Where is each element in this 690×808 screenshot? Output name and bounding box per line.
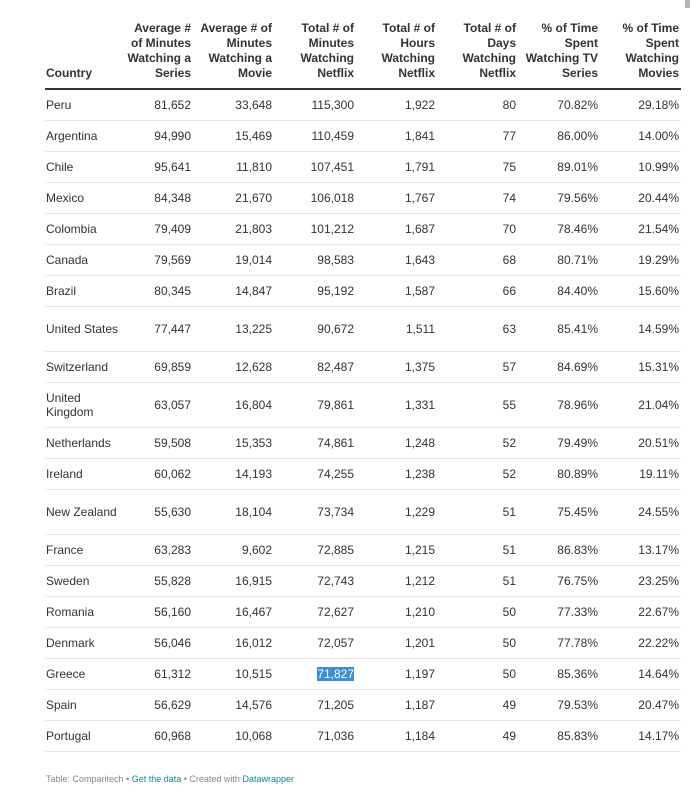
footer-separator: • bbox=[123, 774, 132, 784]
table-row bbox=[45, 534, 681, 565]
column-header: % of Time Spent Watching Movies bbox=[600, 0, 681, 89]
country-cell: Switzerland bbox=[45, 351, 125, 382]
value-cell: 69,859 bbox=[125, 351, 193, 382]
value-cell: 76.75% bbox=[518, 565, 600, 596]
value-cell: 51 bbox=[437, 565, 518, 596]
value-cell: 74,861 bbox=[274, 427, 356, 458]
value-cell: 72,885 bbox=[274, 534, 356, 565]
value-cell: 1,587 bbox=[356, 275, 437, 306]
value-cell: 52 bbox=[437, 458, 518, 489]
value-cell: 1,184 bbox=[356, 720, 437, 751]
value-cell: 56,046 bbox=[125, 627, 193, 658]
value-cell: 84.69% bbox=[518, 351, 600, 382]
scrollbar-thumb[interactable] bbox=[685, 0, 690, 8]
value-cell: 21.04% bbox=[600, 382, 681, 427]
value-cell: 15.60% bbox=[600, 275, 681, 306]
country-cell: France bbox=[45, 534, 125, 565]
value-cell: 78.46% bbox=[518, 213, 600, 244]
table-row bbox=[45, 275, 681, 306]
value-cell: 18,104 bbox=[193, 489, 274, 534]
value-cell: 10,068 bbox=[193, 720, 274, 751]
value-cell: 1,841 bbox=[356, 120, 437, 151]
value-cell: 73,734 bbox=[274, 489, 356, 534]
table-row bbox=[45, 658, 681, 689]
value-cell: 79,861 bbox=[274, 382, 356, 427]
value-cell: 13.17% bbox=[600, 534, 681, 565]
value-cell: 15,469 bbox=[193, 120, 274, 151]
value-cell: 21.54% bbox=[600, 213, 681, 244]
value-cell: 101,212 bbox=[274, 213, 356, 244]
value-cell: 80.89% bbox=[518, 458, 600, 489]
country-cell: Argentina bbox=[45, 120, 125, 151]
value-cell: 20.47% bbox=[600, 689, 681, 720]
value-cell: 68 bbox=[437, 244, 518, 275]
value-cell: 95,192 bbox=[274, 275, 356, 306]
get-the-data-link[interactable]: Get the data bbox=[131, 774, 182, 784]
value-cell: 77,447 bbox=[125, 306, 193, 351]
value-cell: 22.67% bbox=[600, 596, 681, 627]
table-row bbox=[45, 720, 681, 751]
column-header: Total # of Hours Watching Netflix bbox=[356, 0, 437, 89]
country-cell: Portugal bbox=[45, 720, 125, 751]
country-cell: New Zealand bbox=[45, 489, 125, 534]
value-cell: 82,487 bbox=[274, 351, 356, 382]
value-cell: 1,511 bbox=[356, 306, 437, 351]
value-cell: 1,791 bbox=[356, 151, 437, 182]
value-cell: 71,036 bbox=[274, 720, 356, 751]
value-cell: 79.56% bbox=[518, 182, 600, 213]
table-row bbox=[45, 120, 681, 151]
value-cell: 94,990 bbox=[125, 120, 193, 151]
country-cell: United Kingdom bbox=[45, 382, 125, 427]
value-cell: 23.25% bbox=[600, 565, 681, 596]
country-cell: Colombia bbox=[45, 213, 125, 244]
value-cell: 60,062 bbox=[125, 458, 193, 489]
value-cell: 75.45% bbox=[518, 489, 600, 534]
value-cell: 14,847 bbox=[193, 275, 274, 306]
value-cell: 19,014 bbox=[193, 244, 274, 275]
table-row bbox=[45, 627, 681, 658]
value-cell: 1,187 bbox=[356, 689, 437, 720]
table-row bbox=[45, 151, 681, 182]
value-cell: 14.17% bbox=[600, 720, 681, 751]
value-cell: 19.29% bbox=[600, 244, 681, 275]
value-cell: 85.41% bbox=[518, 306, 600, 351]
value-cell: 16,804 bbox=[193, 382, 274, 427]
column-header: Average # of Minutes Watching a Series bbox=[125, 0, 193, 89]
value-cell: 56,160 bbox=[125, 596, 193, 627]
table-row bbox=[45, 382, 681, 427]
value-cell: 21,803 bbox=[193, 213, 274, 244]
value-cell: 79,409 bbox=[125, 213, 193, 244]
value-cell: 14,193 bbox=[193, 458, 274, 489]
table-header-row bbox=[45, 0, 681, 89]
value-cell: 66 bbox=[437, 275, 518, 306]
value-cell: 77.78% bbox=[518, 627, 600, 658]
value-cell: 10,515 bbox=[193, 658, 274, 689]
value-cell: 1,229 bbox=[356, 489, 437, 534]
table-body bbox=[45, 89, 681, 751]
value-cell: 16,467 bbox=[193, 596, 274, 627]
value-cell: 11,810 bbox=[193, 151, 274, 182]
country-cell: Greece bbox=[45, 658, 125, 689]
value-cell: 50 bbox=[437, 596, 518, 627]
value-cell: 72,627 bbox=[274, 596, 356, 627]
value-cell: 115,300 bbox=[274, 89, 356, 120]
country-cell: Spain bbox=[45, 689, 125, 720]
value-cell: 56,629 bbox=[125, 689, 193, 720]
value-cell: 79.49% bbox=[518, 427, 600, 458]
value-cell: 20.44% bbox=[600, 182, 681, 213]
value-cell: 1,197 bbox=[356, 658, 437, 689]
value-cell: 70.82% bbox=[518, 89, 600, 120]
column-header: Total # of Minutes Watching Netflix bbox=[274, 0, 356, 89]
column-header: % of Time Spent Watching TV Series bbox=[518, 0, 600, 89]
value-cell: 80,345 bbox=[125, 275, 193, 306]
value-cell: 1,238 bbox=[356, 458, 437, 489]
footer-created-with: Created with bbox=[189, 774, 243, 784]
value-cell: 79.53% bbox=[518, 689, 600, 720]
value-cell: 15.31% bbox=[600, 351, 681, 382]
value-cell: 72,057 bbox=[274, 627, 356, 658]
datawrapper-link[interactable]: Datawrapper bbox=[242, 774, 294, 784]
value-cell: 14.59% bbox=[600, 306, 681, 351]
value-cell: 86.83% bbox=[518, 534, 600, 565]
value-cell: 21,670 bbox=[193, 182, 274, 213]
value-cell: 77.33% bbox=[518, 596, 600, 627]
table-row bbox=[45, 351, 681, 382]
table-row bbox=[45, 89, 681, 120]
table-row bbox=[45, 182, 681, 213]
country-cell: Chile bbox=[45, 151, 125, 182]
column-header: Average # of Minutes Watching a Movie bbox=[193, 0, 274, 89]
value-cell: 63 bbox=[437, 306, 518, 351]
value-cell: 84,348 bbox=[125, 182, 193, 213]
country-cell: Sweden bbox=[45, 565, 125, 596]
value-cell: 80 bbox=[437, 89, 518, 120]
country-cell: Ireland bbox=[45, 458, 125, 489]
value-cell: 9,602 bbox=[193, 534, 274, 565]
value-cell: 75 bbox=[437, 151, 518, 182]
value-cell: 60,968 bbox=[125, 720, 193, 751]
country-cell: Denmark bbox=[45, 627, 125, 658]
value-cell: 14,576 bbox=[193, 689, 274, 720]
value-cell: 74 bbox=[437, 182, 518, 213]
value-cell: 71,205 bbox=[274, 689, 356, 720]
value-cell: 51 bbox=[437, 489, 518, 534]
column-header-country: Country bbox=[45, 0, 125, 89]
value-cell: 107,451 bbox=[274, 151, 356, 182]
value-cell: 14.64% bbox=[600, 658, 681, 689]
table-row bbox=[45, 596, 681, 627]
value-cell: 10.99% bbox=[600, 151, 681, 182]
table-row bbox=[45, 565, 681, 596]
value-cell: 16,915 bbox=[193, 565, 274, 596]
value-cell: 80.71% bbox=[518, 244, 600, 275]
value-cell: 12,628 bbox=[193, 351, 274, 382]
value-cell: 79,569 bbox=[125, 244, 193, 275]
country-cell: United States bbox=[45, 306, 125, 351]
value-cell: 81,652 bbox=[125, 89, 193, 120]
value-cell: 1,212 bbox=[356, 565, 437, 596]
value-cell: 1,922 bbox=[356, 89, 437, 120]
netflix-watching-table bbox=[45, 0, 681, 752]
footer-separator: • bbox=[181, 774, 190, 784]
value-cell: 50 bbox=[437, 658, 518, 689]
value-cell: 55,630 bbox=[125, 489, 193, 534]
country-cell: Mexico bbox=[45, 182, 125, 213]
value-cell: 63,057 bbox=[125, 382, 193, 427]
value-cell: 85.83% bbox=[518, 720, 600, 751]
footer-source: Table: Comparitech bbox=[46, 774, 124, 784]
value-cell: 63,283 bbox=[125, 534, 193, 565]
value-cell bbox=[274, 658, 356, 689]
value-cell: 24.55% bbox=[600, 489, 681, 534]
country-cell: Peru bbox=[45, 89, 125, 120]
column-header: Total # of Days Watching Netflix bbox=[437, 0, 518, 89]
value-cell: 106,018 bbox=[274, 182, 356, 213]
value-cell: 55 bbox=[437, 382, 518, 427]
table-row bbox=[45, 458, 681, 489]
value-cell: 85.36% bbox=[518, 658, 600, 689]
value-cell: 1,331 bbox=[356, 382, 437, 427]
value-cell: 61,312 bbox=[125, 658, 193, 689]
table-row bbox=[45, 213, 681, 244]
table-row bbox=[45, 244, 681, 275]
value-cell: 57 bbox=[437, 351, 518, 382]
table-row bbox=[45, 689, 681, 720]
country-cell: Brazil bbox=[45, 275, 125, 306]
value-cell: 1,201 bbox=[356, 627, 437, 658]
value-cell: 78.96% bbox=[518, 382, 600, 427]
table-row bbox=[45, 306, 681, 351]
value-cell: 59,508 bbox=[125, 427, 193, 458]
value-cell: 51 bbox=[437, 534, 518, 565]
value-cell: 15,353 bbox=[193, 427, 274, 458]
value-cell: 84.40% bbox=[518, 275, 600, 306]
table-row bbox=[45, 489, 681, 534]
highlighted-value: 71,827 bbox=[317, 666, 354, 681]
value-cell: 29.18% bbox=[600, 89, 681, 120]
value-cell: 74,255 bbox=[274, 458, 356, 489]
value-cell: 13,225 bbox=[193, 306, 274, 351]
value-cell: 33,648 bbox=[193, 89, 274, 120]
value-cell: 16,012 bbox=[193, 627, 274, 658]
value-cell: 72,743 bbox=[274, 565, 356, 596]
value-cell: 98,583 bbox=[274, 244, 356, 275]
country-cell: Romania bbox=[45, 596, 125, 627]
value-cell: 14.00% bbox=[600, 120, 681, 151]
value-cell: 1,210 bbox=[356, 596, 437, 627]
value-cell: 89.01% bbox=[518, 151, 600, 182]
table-footer bbox=[46, 774, 294, 784]
value-cell: 49 bbox=[437, 689, 518, 720]
value-cell: 19.11% bbox=[600, 458, 681, 489]
value-cell: 90,672 bbox=[274, 306, 356, 351]
value-cell: 1,215 bbox=[356, 534, 437, 565]
value-cell: 110,459 bbox=[274, 120, 356, 151]
value-cell: 77 bbox=[437, 120, 518, 151]
value-cell: 50 bbox=[437, 627, 518, 658]
value-cell: 1,248 bbox=[356, 427, 437, 458]
value-cell: 95,641 bbox=[125, 151, 193, 182]
value-cell: 1,767 bbox=[356, 182, 437, 213]
country-cell: Netherlands bbox=[45, 427, 125, 458]
value-cell: 1,643 bbox=[356, 244, 437, 275]
value-cell: 1,687 bbox=[356, 213, 437, 244]
value-cell: 20.51% bbox=[600, 427, 681, 458]
table-row bbox=[45, 427, 681, 458]
value-cell: 52 bbox=[437, 427, 518, 458]
country-cell: Canada bbox=[45, 244, 125, 275]
value-cell: 86.00% bbox=[518, 120, 600, 151]
data-table-container bbox=[45, 0, 681, 752]
value-cell: 55,828 bbox=[125, 565, 193, 596]
value-cell: 49 bbox=[437, 720, 518, 751]
value-cell: 70 bbox=[437, 213, 518, 244]
value-cell: 1,375 bbox=[356, 351, 437, 382]
value-cell: 22.22% bbox=[600, 627, 681, 658]
